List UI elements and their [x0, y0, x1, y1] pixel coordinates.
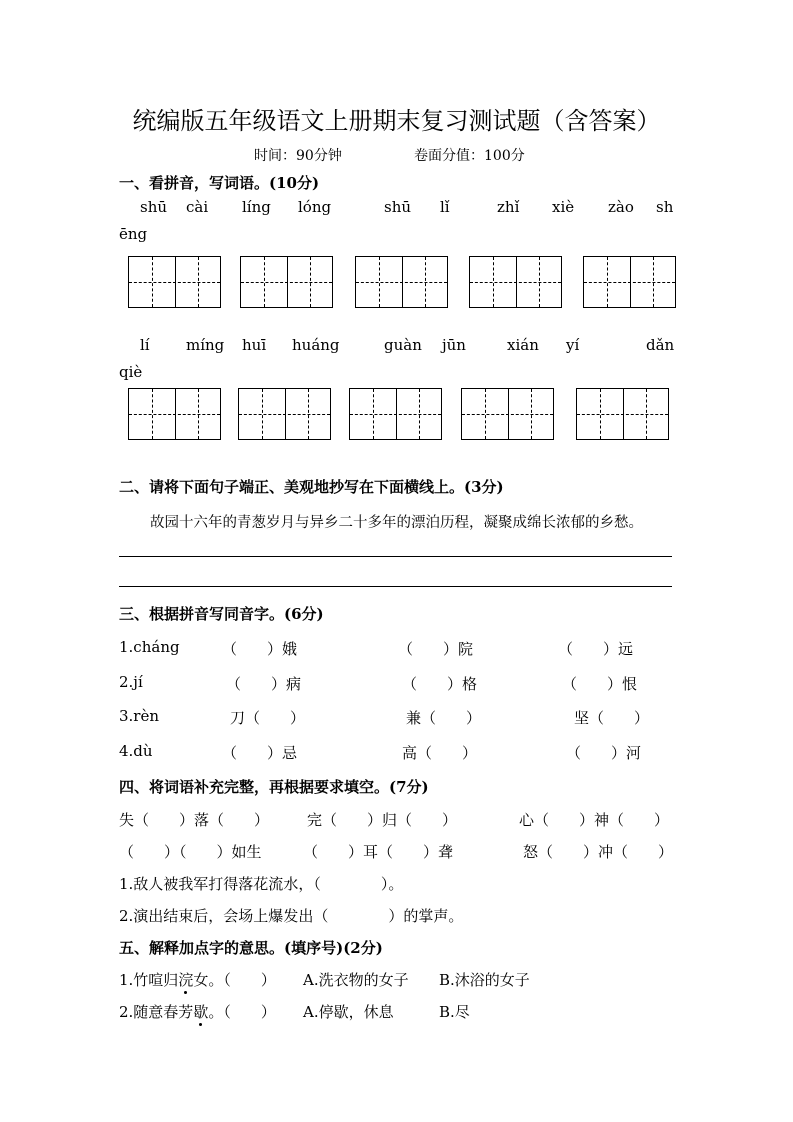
idiom-fill: （ ）耳（ ）聋	[303, 843, 454, 861]
question-text: 女。（ ）	[193, 971, 276, 989]
writing-box[interactable]	[583, 256, 676, 308]
fill-item: 坚（ ）	[574, 709, 650, 727]
copy-sentence: 故园十六年的青葱岁月与异乡二十多年的漂泊历程，凝聚成绵长浓郁的乡愁。	[150, 515, 643, 531]
pinyin-wrap: qiè	[119, 363, 143, 381]
pinyin-wrap: ēng	[119, 225, 148, 243]
writing-line[interactable]	[119, 556, 672, 557]
idiom-fill: （ ）（ ）如生	[119, 843, 262, 861]
pinyin: yí	[566, 336, 580, 354]
question-label: 4.dù	[119, 742, 153, 760]
pinyin: cài	[186, 198, 209, 216]
question-text: 2.随意春芳	[119, 1003, 194, 1021]
pinyin: shū	[384, 198, 412, 216]
pinyin: lí	[140, 336, 150, 354]
pinyin: líng	[242, 198, 271, 216]
exam-time: 时间：90分钟	[254, 148, 342, 164]
pinyin: míng	[186, 336, 225, 354]
writing-box[interactable]	[349, 388, 442, 440]
section2-heading: 二、请将下面句子端正、美观地抄写在下面横线上。(3分)	[119, 478, 504, 496]
writing-line[interactable]	[119, 586, 672, 587]
writing-box[interactable]	[355, 256, 448, 308]
question-text: 。（ ）	[208, 1003, 276, 1021]
option-a: A.洗衣物的女子	[303, 971, 409, 989]
idiom-fill: 完（ ）归（ ）	[307, 811, 458, 829]
dotted-char: 浣	[178, 971, 194, 989]
fill-item: （ ）病	[226, 675, 302, 693]
fill-item: （ ）河	[566, 744, 642, 762]
fill-item: 兼（ ）	[406, 709, 482, 727]
pinyin: shū	[140, 198, 168, 216]
section3-heading: 三、根据拼音写同音字。(6分)	[119, 605, 324, 623]
writing-box[interactable]	[461, 388, 554, 440]
pinyin: xián	[507, 336, 539, 354]
question-label: 1.cháng	[119, 638, 180, 656]
pinyin: zào	[608, 198, 634, 216]
fill-item: （ ）院	[398, 640, 474, 658]
pinyin: guàn	[384, 336, 422, 354]
question-label: 2.jí	[119, 673, 143, 691]
exam-score: 卷面分值：100分	[414, 148, 525, 164]
fill-item: （ ）忌	[222, 744, 298, 762]
dotted-char: 歇	[193, 1003, 209, 1021]
idiom-fill: 失（ ）落（ ）	[119, 811, 270, 829]
section5-heading: 五、解释加点字的意思。(填序号)(2分)	[119, 939, 383, 957]
pinyin: huáng	[292, 336, 340, 354]
page-title: 统编版五年级语文上册期末复习测试题（含答案）	[132, 107, 661, 135]
fill-item: （ ）娥	[222, 640, 298, 658]
option-b: B.尽	[439, 1003, 470, 1021]
pinyin: zhǐ	[497, 198, 520, 216]
pinyin: xiè	[552, 198, 575, 216]
idiom-fill: 心（ ）神（ ）	[519, 811, 670, 829]
writing-box[interactable]	[128, 388, 221, 440]
explain-question	[119, 969, 276, 990]
writing-box[interactable]	[238, 388, 331, 440]
fill-item: 高（ ）	[402, 744, 478, 762]
option-b: B.沐浴的女子	[439, 971, 530, 989]
fill-item: 刀（ ）	[230, 709, 306, 727]
fill-item: （ ）远	[558, 640, 634, 658]
section4-heading: 四、将词语补充完整，再根据要求填空。(7分)	[119, 778, 429, 796]
writing-box[interactable]	[576, 388, 669, 440]
writing-box[interactable]	[240, 256, 333, 308]
writing-box[interactable]	[128, 256, 221, 308]
question-label: 3.rèn	[119, 707, 160, 725]
section1-heading: 一、看拼音，写词语。(10分)	[119, 174, 320, 192]
pinyin: dǎn	[646, 336, 675, 354]
explain-question	[119, 1001, 276, 1022]
pinyin: jūn	[442, 336, 466, 354]
pinyin: lǐ	[440, 198, 450, 216]
pinyin: huī	[242, 336, 267, 354]
fill-item: （ ）格	[402, 675, 478, 693]
fill-item: （ ）恨	[562, 675, 638, 693]
pinyin: lóng	[298, 198, 332, 216]
pinyin: sh	[656, 198, 674, 216]
fill-question: 2.演出结束后，会场上爆发出（ ）的掌声。	[119, 907, 464, 925]
idiom-fill: 怒（ ）冲（ ）	[523, 843, 674, 861]
fill-question: 1.敌人被我军打得落花流水，（ ）。	[119, 875, 404, 893]
option-a: A.停歇，休息	[303, 1003, 394, 1021]
writing-box[interactable]	[469, 256, 562, 308]
question-text: 1.竹喧归	[119, 971, 179, 989]
